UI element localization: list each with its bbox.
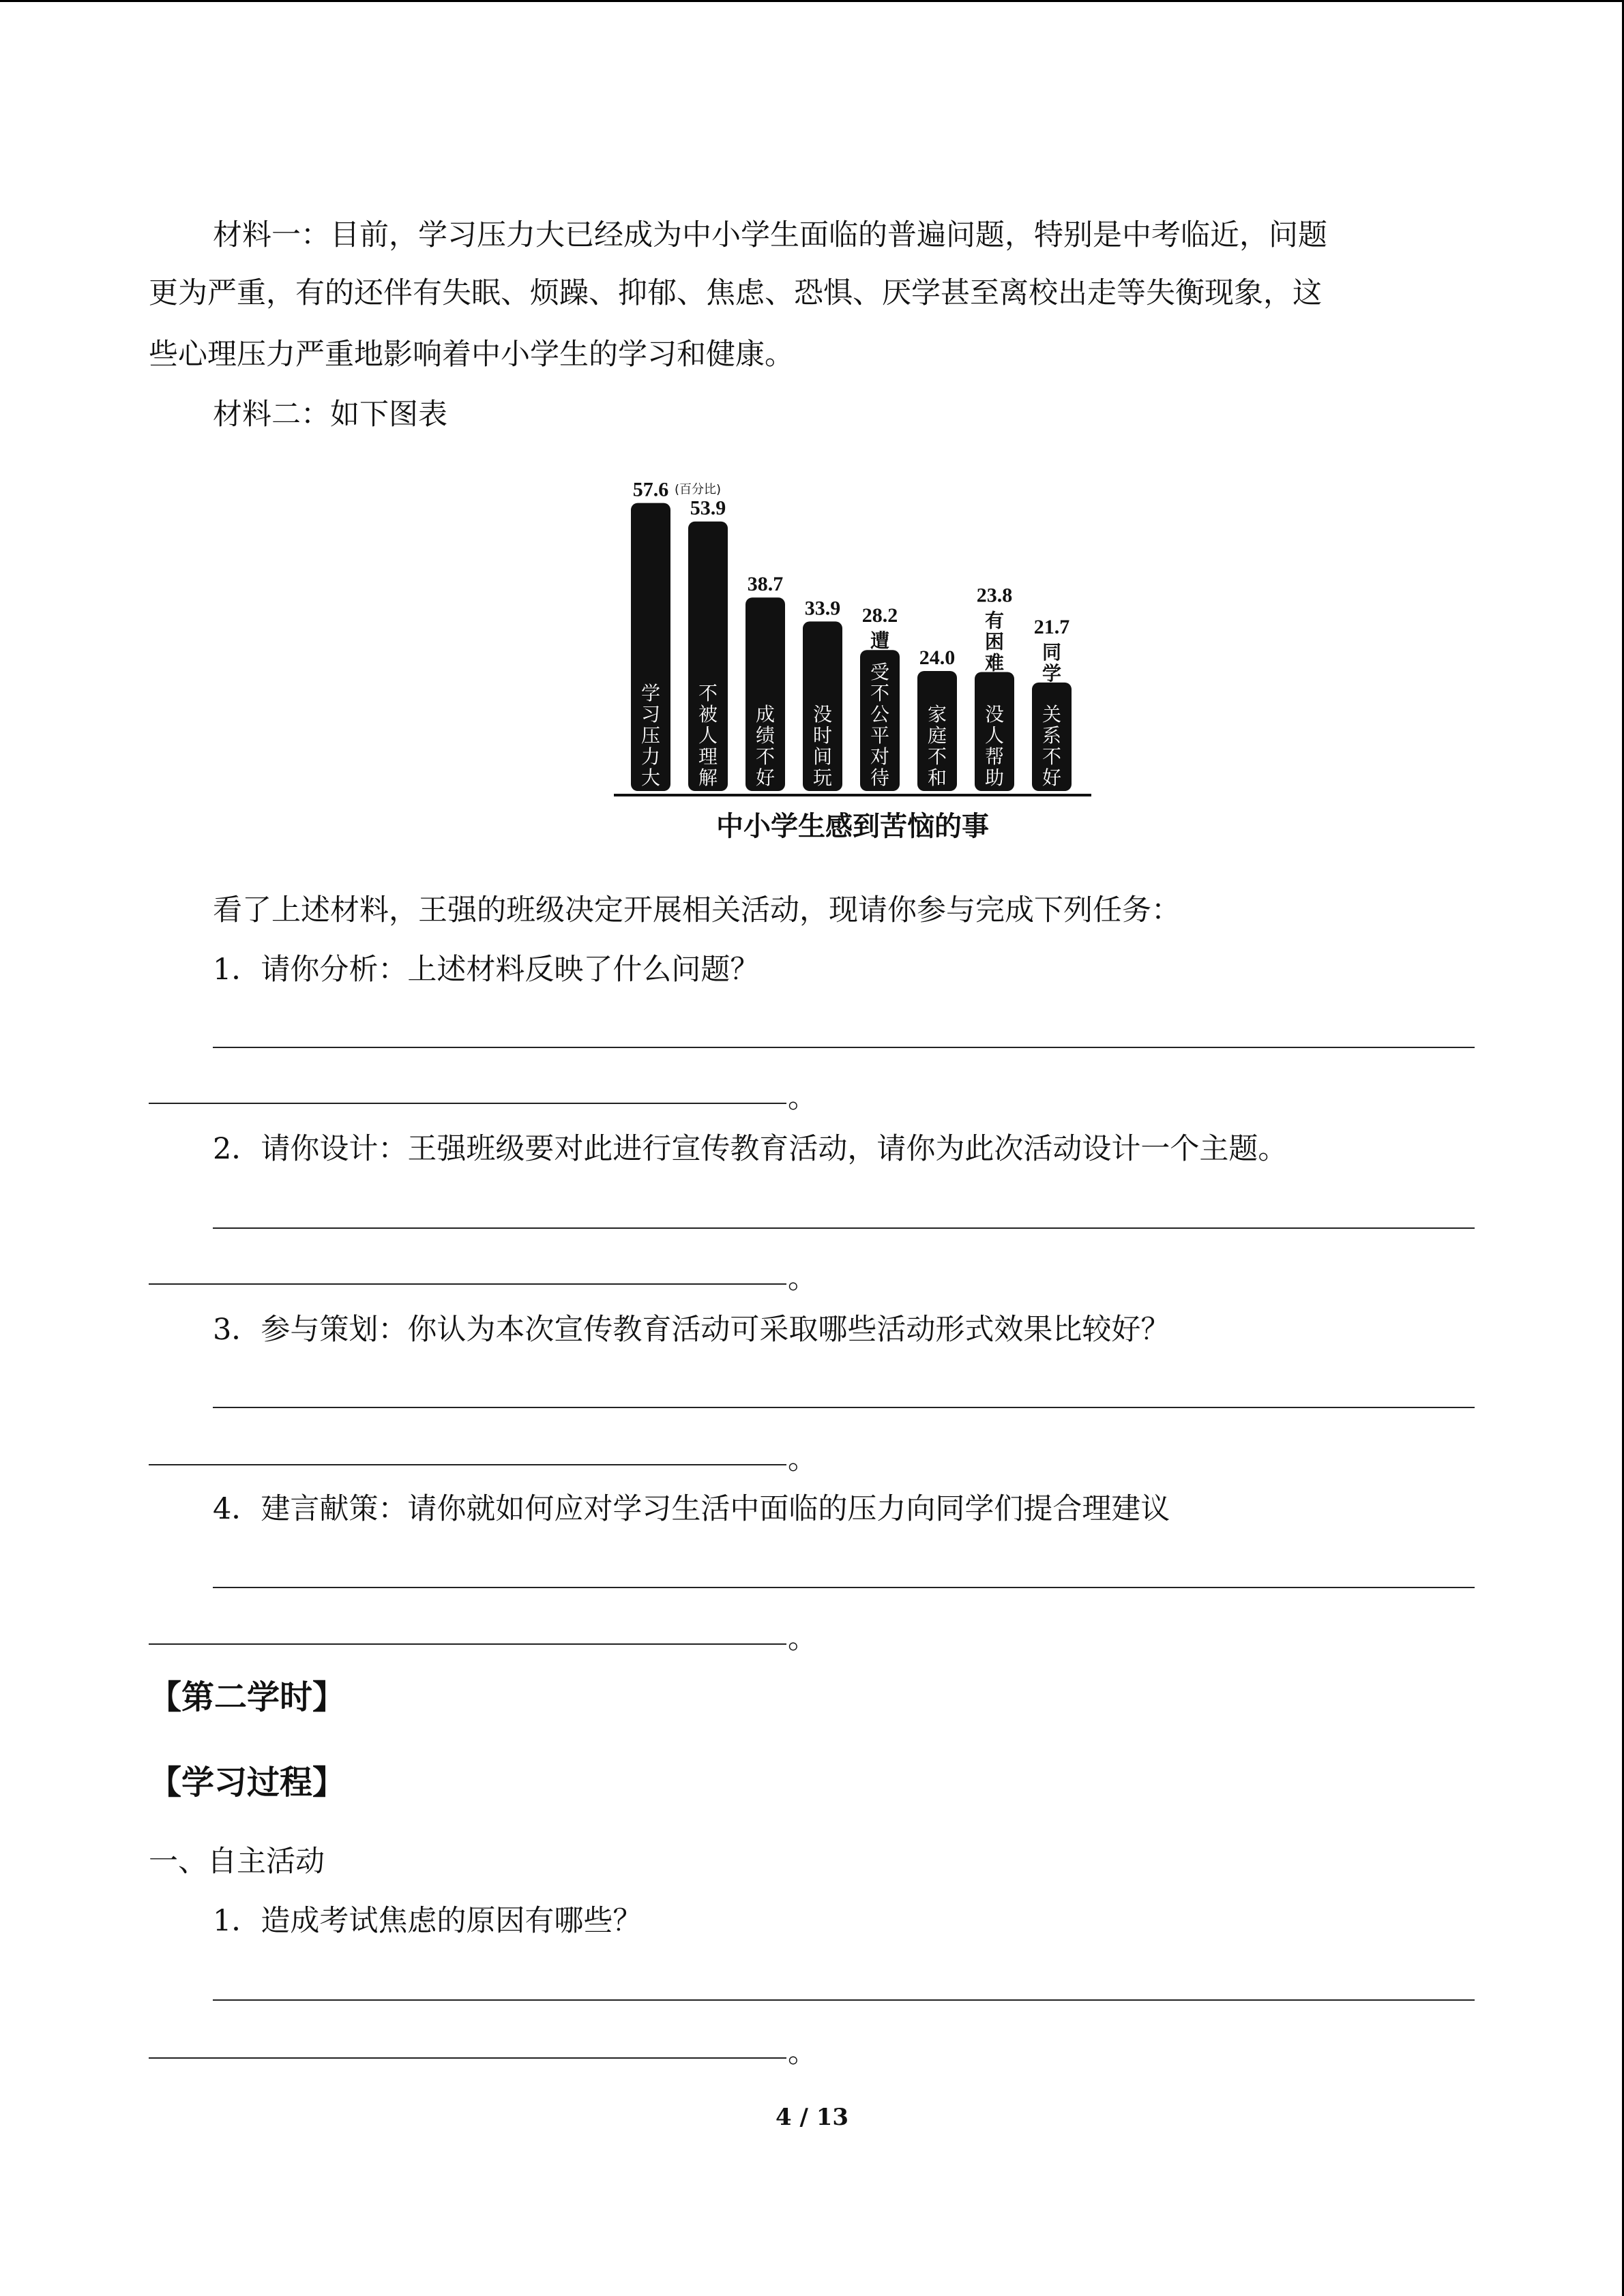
chart-value-label: 38.7 — [747, 573, 784, 596]
answer-line-3a[interactable] — [213, 1407, 1475, 1408]
answer-line-1a[interactable] — [213, 1047, 1475, 1048]
answer-line-5a[interactable] — [213, 1999, 1475, 2001]
material1-line1: 材料一：目前，学习压力大已经成为中小学生面临的普遍问题，特别是中考临近，问题 — [213, 218, 1327, 252]
chart-category-label: 关系不好 — [1042, 703, 1062, 789]
chart-category-label: 成绩不好 — [755, 703, 776, 789]
chart-value-label: 23.8 — [976, 584, 1013, 607]
answer-line-3b[interactable] — [149, 1464, 786, 1465]
chart-category-label: 学习压力大 — [640, 682, 661, 789]
section-lesson-heading: 【第二学时】 — [149, 1678, 346, 1716]
page-border-top — [0, 0, 1624, 2]
material1-line2: 更为严重，有的还伴有失眠、烦躁、抑郁、焦虑、恐惧、厌学甚至离校出走等失衡现象，这 — [149, 276, 1322, 310]
chart-value-label: 33.9 — [804, 597, 841, 620]
chart-unit-note: (百分比) — [675, 482, 722, 497]
period-5: 。 — [788, 2036, 817, 2070]
bar-chart — [600, 450, 1105, 852]
answer-line-1b[interactable] — [149, 1103, 786, 1104]
page-number: 4 / 13 — [775, 2104, 849, 2131]
chart-category-label: 没人帮助 — [984, 703, 1005, 789]
answer-line-5b[interactable] — [149, 2057, 786, 2059]
question-4: 4．建言献策：请你就如何应对学习生活中面临的压力向同学们提合理建议 — [213, 1492, 1170, 1526]
period-2: 。 — [788, 1262, 817, 1296]
period-1: 。 — [788, 1081, 817, 1115]
subsection-heading: 一、自主活动 — [149, 1845, 325, 1879]
answer-line-4b[interactable] — [149, 1643, 786, 1645]
answer-line-2a[interactable] — [213, 1227, 1475, 1229]
self-question-1: 1．造成考试焦虑的原因有哪些？ — [213, 1904, 643, 1938]
chart-value-label: 57.6 — [632, 478, 669, 501]
chart-category-label: 没时间玩 — [812, 703, 833, 789]
chart-title: 中小学生感到苦恼的事 — [716, 811, 989, 842]
question-3: 3．参与策划：你认为本次宣传教育活动可采取哪些活动形式效果比较好？ — [213, 1313, 1170, 1347]
question-1: 1．请你分析：上述材料反映了什么问题？ — [213, 953, 760, 987]
answer-line-4a[interactable] — [213, 1587, 1475, 1588]
chart-category-label-overflow: 同学 — [1042, 640, 1062, 685]
chart-category-label-overflow: 有困难 — [984, 609, 1005, 674]
task-intro: 看了上述材料，王强的班级决定开展相关活动，现请你参与完成下列任务： — [213, 893, 1181, 927]
chart-value-label: 21.7 — [1033, 615, 1070, 638]
chart-category-label: 家庭不和 — [927, 703, 947, 789]
chart-category-label: 不被人理解 — [698, 682, 718, 789]
period-3: 。 — [788, 1442, 817, 1476]
section-process-heading: 【学习过程】 — [149, 1763, 346, 1802]
chart-value-label: 28.2 — [861, 604, 898, 627]
question-2: 2．请你设计：王强班级要对此进行宣传教育活动，请你为此次活动设计一个主题。 — [213, 1132, 1288, 1166]
material1-line3: 些心理压力严重地影响着中小学生的学习和健康。 — [149, 338, 794, 372]
material2-label: 材料二：如下图表 — [213, 398, 447, 432]
chart-category-label: 受不公平对待 — [870, 661, 890, 789]
chart-category-label-overflow: 遭 — [870, 629, 890, 653]
period-4: 。 — [788, 1622, 817, 1656]
chart-value-label: 24.0 — [919, 646, 956, 669]
chart-value-label: 53.9 — [690, 496, 726, 520]
answer-line-2b[interactable] — [149, 1283, 786, 1285]
